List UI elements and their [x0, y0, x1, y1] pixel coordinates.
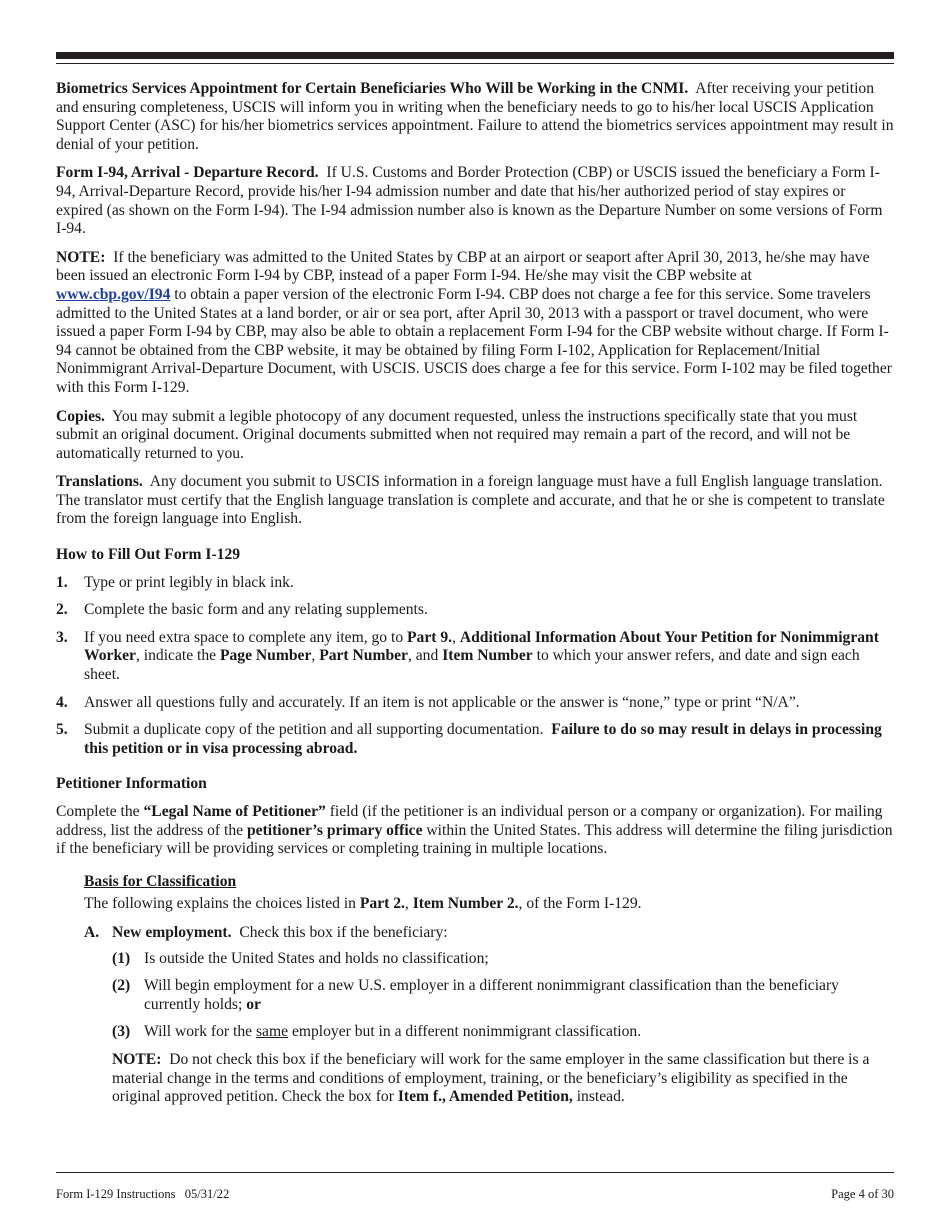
petitioner-heading: Petitioner Information — [56, 775, 207, 793]
item-text — [84, 629, 894, 685]
sub-list — [112, 950, 894, 1042]
petitioner-paragraph — [56, 803, 894, 859]
list-item — [56, 629, 894, 685]
biometrics-title: Biometrics Services Appointment for Certain Beneficiaries Who Will be Working in the CNMI. — [56, 80, 689, 97]
i94-title: Form I-94, Arrival - Departure Record. — [56, 164, 319, 182]
item-letter: A. — [84, 923, 100, 941]
text-run: Will work for the — [144, 1023, 253, 1041]
note-label: NOTE: — [56, 248, 106, 266]
copies-body: You may submit a legible photocopy of any document requested, unless the instructions specifically state that you must submit an original document. Original documents submitted when not required may remain a part of the record, and will not be automatically returned to you. — [56, 407, 858, 462]
footer-rule — [56, 1172, 894, 1173]
text-run: , and — [407, 647, 439, 665]
item-a-text — [112, 924, 894, 943]
header-thin-rule — [56, 63, 894, 64]
text-run: employer but in a different nonimmigrant classification. — [291, 1023, 642, 1041]
item-text: Complete the basic form and any relating supplements. — [84, 601, 428, 619]
legal-name-ref: “Legal Name of Petitioner” — [143, 803, 326, 820]
i94-paragraph — [56, 164, 894, 238]
note-i94-paragraph — [56, 249, 894, 398]
header-thick-rule — [56, 52, 894, 59]
text-run: Will begin employment for a new U.S. employer in a different nonimmigrant classification than the beneficiary currently holds; — [144, 977, 839, 1013]
text-run: , — [404, 895, 409, 913]
item-a-title: New employment. — [112, 923, 232, 941]
item-number-ref: Item Number 2. — [412, 895, 519, 913]
how-to-heading: How to Fill Out Form I-129 — [56, 546, 241, 564]
footer-form-id: Form I-129 Instructions 05/31/22 — [56, 1187, 230, 1201]
text-run: Submit a duplicate copy of the petition and all supporting documentation. — [84, 721, 544, 739]
part-ref: Part 9. — [407, 628, 453, 646]
item-text — [84, 721, 894, 758]
translations-body: Any document you submit to USCIS information in a foreign language must have a full English language translation. The translator must certify that the English language translation is complete and accurate, and that he or she is competent to translate from the foreign language into English. — [56, 473, 885, 528]
note-body: Do not check this box if the beneficiary will work for the same employer in the same classification but there is a material change in the terms and conditions of employment, training, or the beneficiary’s eligibility as specified in the original approved petition. Check the box for — [112, 1050, 870, 1106]
amended-petition-ref: Item f., Amended Petition, — [397, 1088, 573, 1106]
item-number: 4. — [56, 693, 68, 711]
text-run: If you need extra space to complete any item, go to — [84, 628, 404, 646]
sub-item-number: (2) — [112, 977, 131, 995]
text-run: , — [311, 647, 316, 665]
copies-title: Copies. — [56, 407, 105, 425]
list-item — [56, 574, 894, 593]
note-body-before: If the beneficiary was admitted to the United States by CBP at an airport or seaport after April 30, 2013, he/she may have been issued an electronic Form I-94 by CBP, instead of a paper Form I-94. He/she may visit the CBP website at — [56, 248, 870, 285]
sub-list-item — [112, 950, 894, 969]
biometrics-body: After receiving your petition and ensuring completeness, USCIS will inform you in writing when the beneficiary needs to go to his/her local USCIS Application Support Center (ASC) for his/her biometrics services appointment. Failure to attend the biometrics services appointment may result in denial of your petition. — [56, 80, 894, 153]
text-run: The following explains the choices listed in — [84, 895, 356, 913]
item-number: 5. — [56, 721, 68, 739]
text-run: Complete the — [56, 803, 140, 820]
sub-item-text — [144, 1023, 894, 1042]
part-ref: Part 2. — [359, 895, 405, 913]
item-a — [84, 924, 894, 943]
item-number: 3. — [56, 628, 68, 646]
text-run: , of the Form I-129. — [518, 895, 642, 913]
list-item — [56, 721, 894, 758]
or-text: or — [246, 995, 261, 1013]
sub-item-text: Is outside the United States and holds no classification; — [144, 949, 489, 967]
text-run: Check this box if the beneficiary: — [239, 923, 448, 941]
page-number-ref: Page Number — [219, 647, 312, 665]
translations-title: Translations. — [56, 473, 143, 491]
page-content — [56, 80, 894, 1117]
copies-paragraph — [56, 408, 894, 464]
text-run: , — [452, 628, 456, 646]
part-title-ref: Additional Information About Your Petition for Nonimmigrant Worker — [84, 628, 879, 665]
translations-paragraph — [56, 473, 894, 529]
note-basis-paragraph — [112, 1051, 894, 1107]
sub-item-number: (3) — [112, 1023, 131, 1041]
footer-page-number: Page 4 of 30 — [831, 1187, 894, 1201]
item-number: 2. — [56, 601, 68, 619]
how-to-list — [56, 574, 894, 759]
text-run: within the United States. This address will determine the filing jurisdiction if the beneficiary will be providing services or completing training in multiple locations. — [56, 821, 893, 858]
list-item — [56, 601, 894, 620]
primary-office-ref: petitioner’s primary office — [247, 821, 423, 839]
item-number: 1. — [56, 573, 68, 591]
warning-text: Failure to do so may result in delays in processing this petition or in visa processing abroad. — [84, 721, 882, 757]
cbp-link[interactable]: www.cbp.gov/I94 — [56, 285, 171, 303]
item-text: Type or print legibly in black ink. — [84, 573, 294, 591]
underlined-text: same — [255, 1023, 289, 1041]
basis-section — [84, 873, 894, 943]
sub-item-text — [144, 977, 894, 1014]
part-number-ref: Part Number — [319, 647, 408, 665]
i94-body: If U.S. Customs and Border Protection (CBP) or USCIS issued the beneficiary a Form I-94, Arrival-Departure Record, provide his/her I-94 admission number and date that his/her authorized period of stay expires or expired (as shown on the Form I-94). The I-94 admission number also is known as the Departure Number on some versions of Form I-94. — [56, 164, 883, 238]
sub-list-item — [112, 977, 894, 1014]
item-text: Answer all questions fully and accurately. If an item is not applicable or the answer is “none,” type or print “N/A”. — [84, 693, 800, 711]
basis-heading: Basis for Classification — [84, 872, 237, 890]
text-run: instead. — [576, 1088, 625, 1106]
sub-list-item — [112, 1023, 894, 1042]
item-number-ref: Item Number — [442, 647, 533, 665]
note-label: NOTE: — [112, 1050, 162, 1068]
biometrics-paragraph — [56, 80, 894, 154]
sub-item-number: (1) — [112, 949, 131, 967]
note-body-after: to obtain a paper version of the electronic Form I-94. CBP does not charge a fee for this service. Some travelers admitted to the United States at a land border, or air or sea port, after April 30, 2013 with a passport or travel document, who were issued a paper Form I-94 by CBP, may also be able to obtain a replacement Form I-94 for the CBP website without charge. If Form I-94 cannot be obtained from the CBP website, it may be obtained by filing Form I-102, Application for Replacement/Initial Nonimmigrant Arrival-Departure Document, with USCIS. USCIS does charge a fee for this service. Form I-102 may be filed together with this Form I-129. — [56, 285, 892, 396]
text-run: field (if the petitioner is an individual person or a company or organization). For mailing address, list the address of the — [56, 803, 883, 839]
list-item — [56, 694, 894, 713]
text-run: , indicate the — [135, 647, 217, 665]
basis-intro — [84, 895, 894, 914]
text-run: to which your answer refers, and date and sign each sheet. — [84, 647, 860, 684]
